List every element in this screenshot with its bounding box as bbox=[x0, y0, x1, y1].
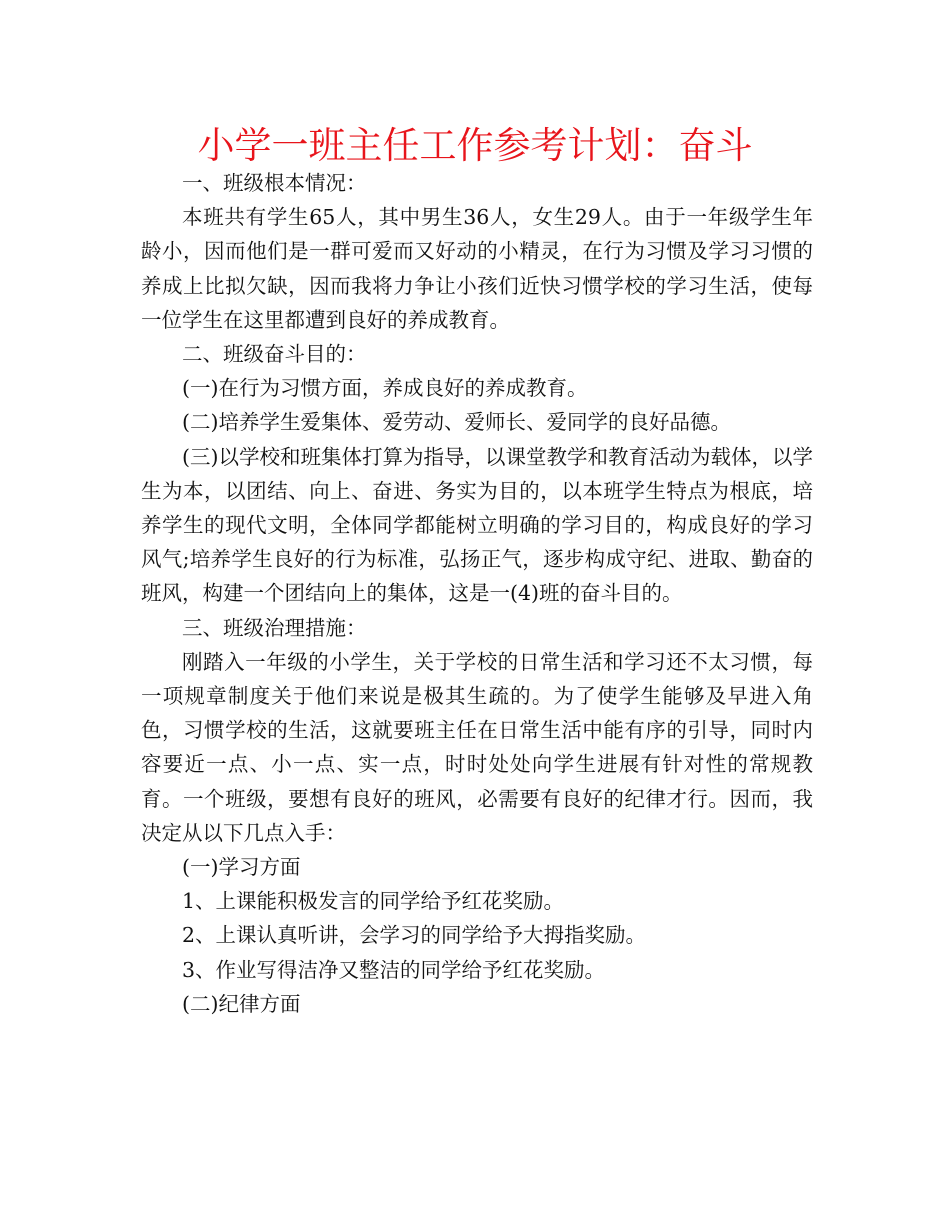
paragraph-study-item-1: 1、上课能积极发言的同学给予红花奖励。 bbox=[182, 889, 565, 914]
paragraph-management-intro: 刚踏入一年级的小学生，关于学校的日常生活和学习还不太习惯，每一项规章制度关于他们来说是极其生疏的。为了使学生能够及早进入角色，习惯学校的生活，这就要班主任在日常生活中能有序的引导，同时内容要近一点、小一点、实一点，时时处处向学生进展有针对性的常规教育。一个班级，要想有良好的班风，必需要有良好的纪律才行。因而，我决定从以下几点入手： bbox=[141, 649, 813, 845]
paragraph-goal-3: (三)以学校和班集体打算为指导，以课堂教学和教育活动为载体，以学生为本，以团结、向上、奋进、务实为目的，以本班学生特点为根底，培养学生的现代文明，全体同学都能树立明确的学习目的，构成良好的学习风气;培养学生良好的行为标准，弘扬正气，逐步构成守纪、进取、勤奋的班风，构建一个团结向上的集体，这是一(4)班的奋斗目的。 bbox=[141, 444, 813, 606]
paragraph-section-2-heading: 二、班级奋斗目的： bbox=[182, 342, 367, 367]
document-title: 小学一班主任工作参考计划：奋斗 bbox=[197, 124, 753, 167]
document-body bbox=[141, 166, 813, 1021]
paragraph-study-item-2: 2、上课认真听讲，会学习的同学给予大拇指奖励。 bbox=[182, 923, 647, 948]
paragraph-study-item-3: 3、作业写得洁净又整洁的同学给予红花奖励。 bbox=[182, 957, 606, 982]
paragraph-class-overview: 本班共有学生65人，其中男生36人，女生29人。由于一年级学生年龄小，因而他们是一群可爱而又好动的小精灵，在行为习惯及学习习惯的养成上比拟欠缺，因而我将力争让小孩们近快习惯学校的学习生活，使每一位学生在这里都遭到良好的养成教育。 bbox=[141, 205, 813, 332]
paragraph-section-3-heading: 三、班级治理措施： bbox=[182, 615, 367, 640]
paragraph-goal-2: (二)培养学生爱集体、爱劳动、爱师长、爱同学的良好品德。 bbox=[182, 410, 731, 435]
paragraph-discipline-heading: (二)纪律方面 bbox=[182, 991, 301, 1016]
paragraph-section-1-heading: 一、班级根本情况： bbox=[182, 171, 367, 195]
paragraph-goal-1: (一)在行为习惯方面，养成良好的养成教育。 bbox=[182, 376, 588, 401]
paragraph-study-heading: (一)学习方面 bbox=[182, 855, 301, 880]
